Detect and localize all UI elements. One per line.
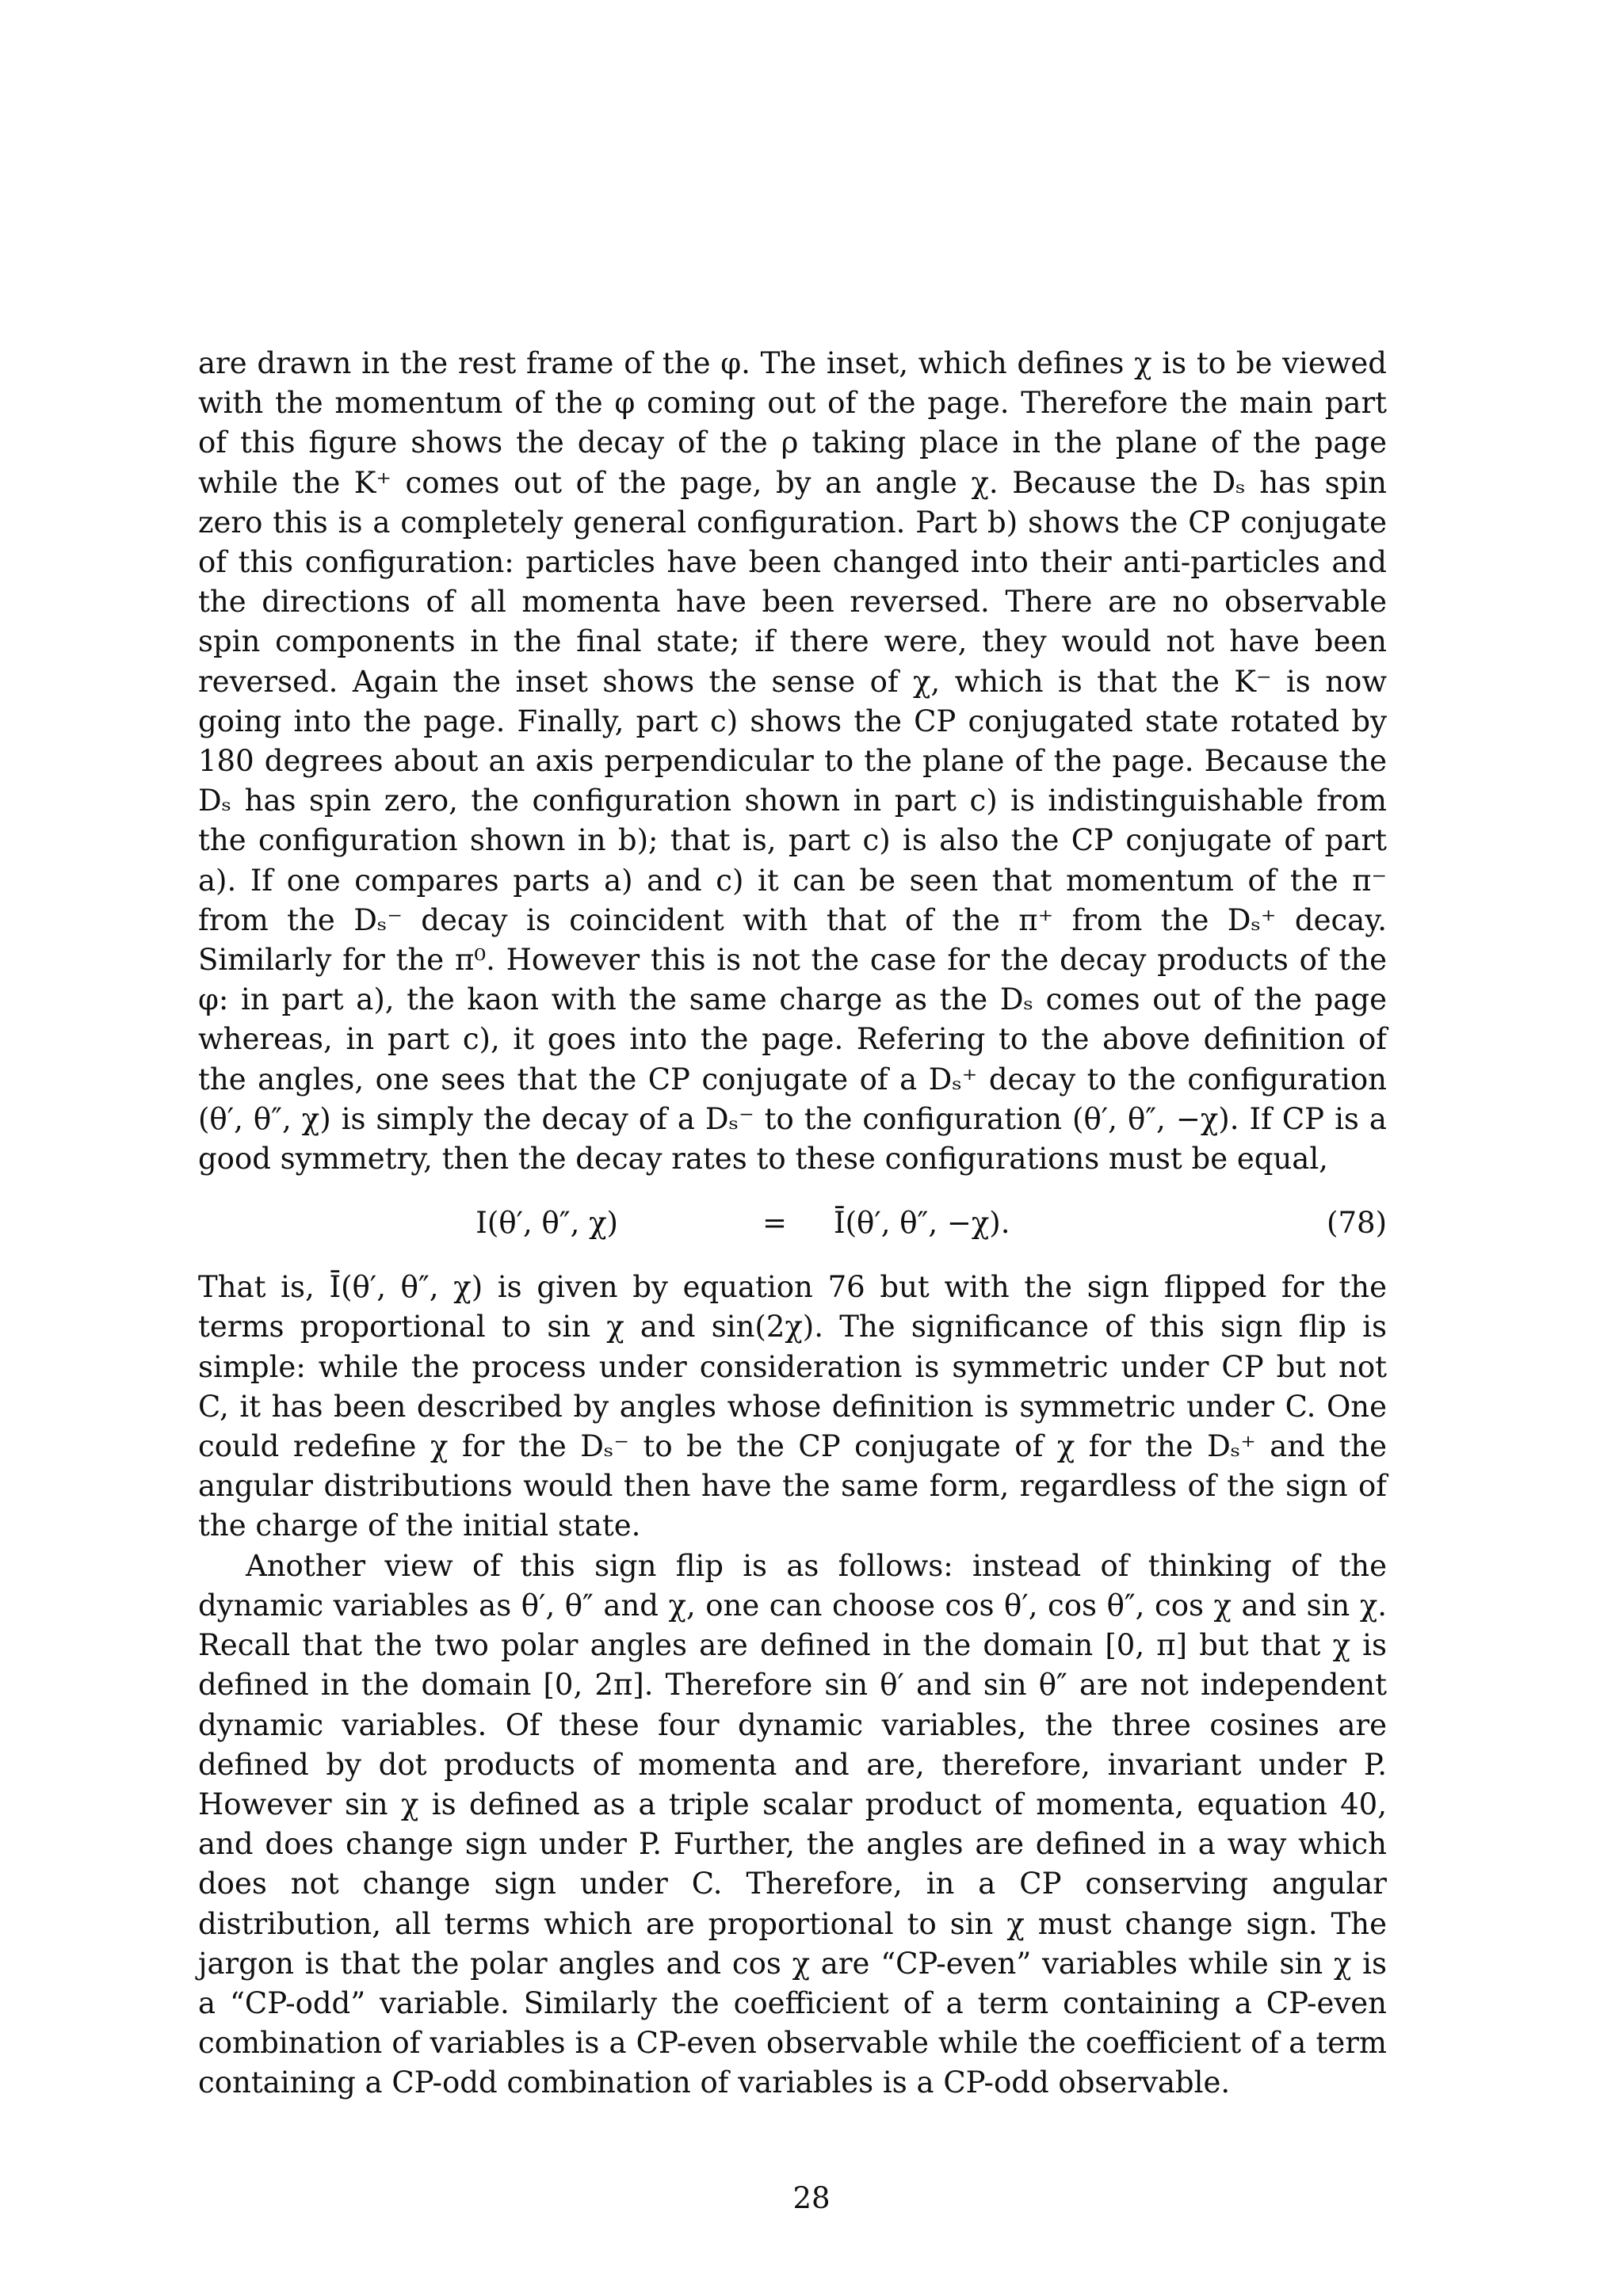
equation-number: (78)	[1327, 1206, 1387, 1241]
page-number: 28	[792, 2181, 831, 2215]
equation-78	[198, 1179, 1387, 1268]
equation-lhs: I(θ′, θ″, χ)	[475, 1206, 618, 1241]
body-paragraph-2: That is, Ī(θ′, θ″, χ) is given by equation 76 but with the sign flipped for the terms proportional to sin χ and sin(2χ). The significance of this sign flip is simple: while the process under consideration is symmetric under CP but not C, it has been described by angles whose definition is symmetric under C. One could redefine χ for the Dₛ⁻ to be the CP conjugate of χ for the Dₛ⁺ and the angular distributions would then have the same form, regardless of the sign of the charge of the initial state.	[198, 1270, 1387, 1543]
equation-relation: =	[762, 1206, 788, 1241]
body-paragraph-3: Another view of this sign flip is as follows: instead of thinking of the dynamic variables as θ′, θ″ and χ, one can choose cos θ′, cos θ″, cos χ and sin χ. Recall that the two polar angles are defined in the domain [0, π] but that χ is defined in the domain [0, 2π]. Therefore sin θ′ and sin θ″ are not independent dynamic variables. Of these four dynamic variables, the three cosines are defined by dot products of momenta and are, therefore, invariant under P. However sin χ is defined as a triple scalar product of momenta, equation 40, and does change sign under P. Further, the angles are defined in a way which does not change sign under C. Therefore, in a CP conserving angular distribution, all terms which are proportional to sin χ must change sign. The jargon is that the polar angles and cos χ are “CP-even” variables while sin χ is a “CP-odd” variable. Similarly the coefficient of a term containing a CP-even combination of variables is a CP-even observable while the coefficient of a term containing a CP-odd combination of variables is a CP-odd observable.	[198, 1548, 1387, 2100]
page-body	[198, 344, 1387, 2103]
body-paragraph-1: are drawn in the rest frame of the φ. The inset, which defines χ is to be viewed with the momentum of the φ coming out of the page. Therefore the main part of this figure shows the decay of the ρ taking place in the plane of the page while the K⁺ comes out of the page, by an angle χ. Because the Dₛ has spin zero this is a completely general configuration. Part b) shows the CP conjugate of this configuration: particles have been changed into their anti-particles and the directions of all momenta have been reversed. There are no observable spin components in the final state; if there were, they would not have been reversed. Again the inset shows the sense of χ, which is that the K⁻ is now going into the page. Finally, part c) shows the CP conjugated state rotated by 180 degrees about an axis perpendicular to the plane of the page. Because the Dₛ has spin zero, the configuration shown in part c) is indistinguishable from the configuration shown in b); that is, part c) is also the CP conjugate of part a). If one compares parts a) and c) it can be seen that momentum of the π⁻ from the Dₛ⁻ decay is coincident with that of the π⁺ from the Dₛ⁺ decay. Similarly for the π⁰. However this is not the case for the decay products of the φ: in part a), the kaon with the same charge as the Dₛ comes out of the page whereas, in part c), it goes into the page. Refering to the above definition of the angles, one sees that the CP conjugate of a Dₛ⁺ decay to the configuration (θ′, θ″, χ) is simply the decay of a Dₛ⁻ to the configuration (θ′, θ″, −χ). If CP is a good symmetry, then the decay rates to these configurations must be equal,	[198, 346, 1387, 1177]
equation-rhs: Ī(θ′, θ″, −χ).	[834, 1206, 1010, 1241]
